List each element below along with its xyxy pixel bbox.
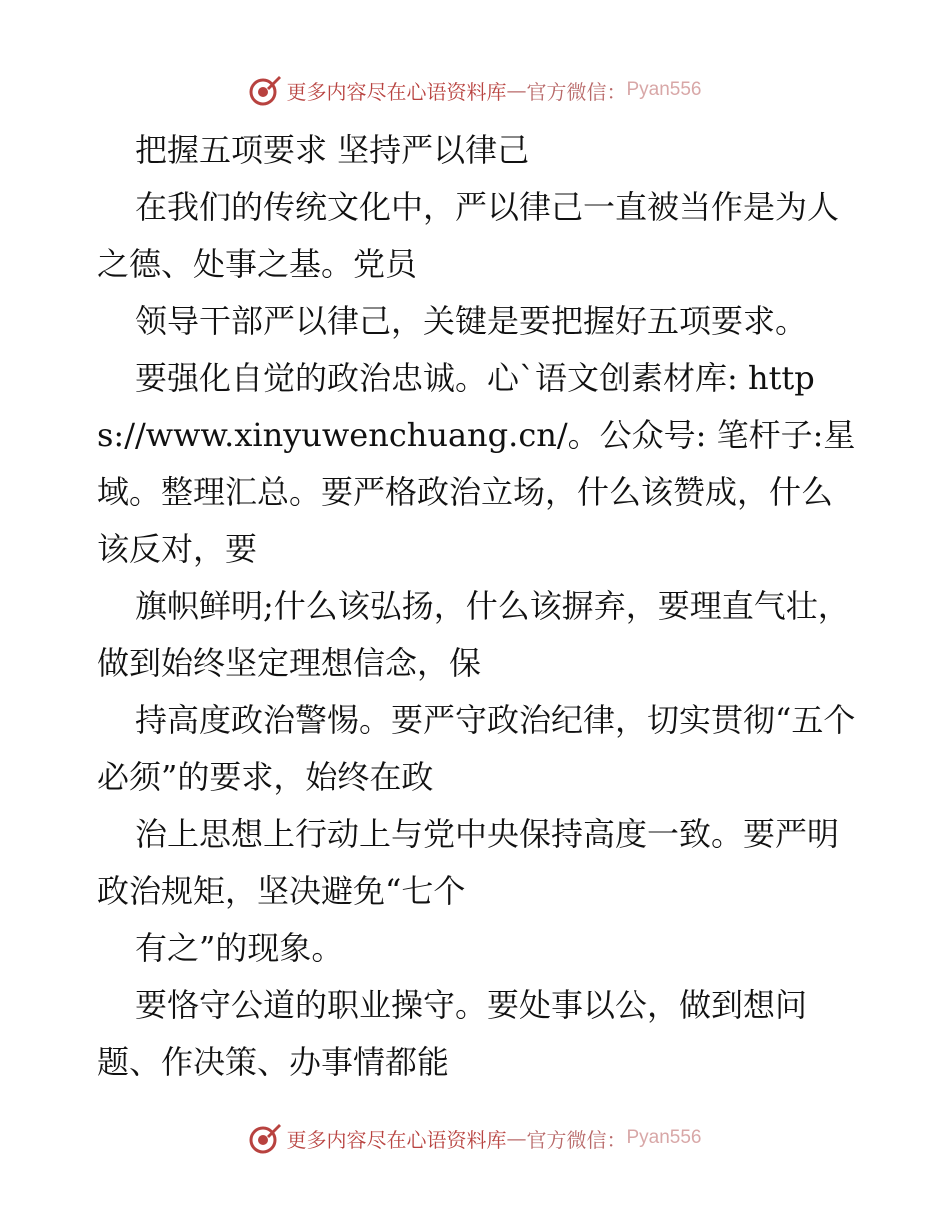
footer-banner bbox=[0, 1118, 950, 1158]
banner-dash: — bbox=[506, 1126, 527, 1150]
paragraph: 要恪守公道的职业操守。要处事以公，做到想问题、作决策、办事情都能 bbox=[97, 986, 808, 1081]
paragraph: 有之”的现象。 bbox=[135, 929, 344, 967]
banner-wechat-id: Pyan556 bbox=[626, 79, 702, 100]
paragraph: 要强化自觉的政治忠诚。心`语文创素材库: https://www.xinyuwenchuang.cn/。公众号: 笔杆子:星域。整理汇总。要严格政治立场，什么该赞成，什么该反对，要 bbox=[97, 359, 856, 568]
pen-logo-icon bbox=[248, 73, 282, 107]
pen-logo-icon bbox=[248, 1121, 282, 1155]
banner-wechat-id: Pyan556 bbox=[626, 1127, 702, 1148]
banner-dash: — bbox=[506, 78, 527, 102]
banner-brand-text: 更多内容尽在心语资料库 bbox=[286, 79, 507, 104]
paragraph: 在我们的传统文化中，严以律己一直被当作是为人之德、处事之基。党员 bbox=[97, 188, 840, 283]
document-title: 把握五项要求 坚持严以律己 bbox=[135, 131, 530, 169]
paragraph: 持高度政治警惕。要严守政治纪律，切实贯彻“五个必须”的要求，始终在政 bbox=[97, 701, 856, 796]
banner-official-label: 官方微信： bbox=[526, 1127, 627, 1152]
paragraph: 旗帜鲜明;什么该弘扬，什么该摒弃，要理直气壮，做到始终坚定理想信念，保 bbox=[97, 587, 850, 682]
document-body bbox=[97, 122, 857, 1091]
banner-official-label: 官方微信： bbox=[526, 79, 627, 104]
paragraph: 领导干部严以律己，关键是要把握好五项要求。 bbox=[135, 302, 808, 340]
header-banner bbox=[0, 70, 950, 110]
banner-brand-text: 更多内容尽在心语资料库 bbox=[286, 1127, 507, 1152]
paragraph: 治上思想上行动上与党中央保持高度一致。要严明政治规矩，坚决避免“七个 bbox=[97, 815, 840, 910]
